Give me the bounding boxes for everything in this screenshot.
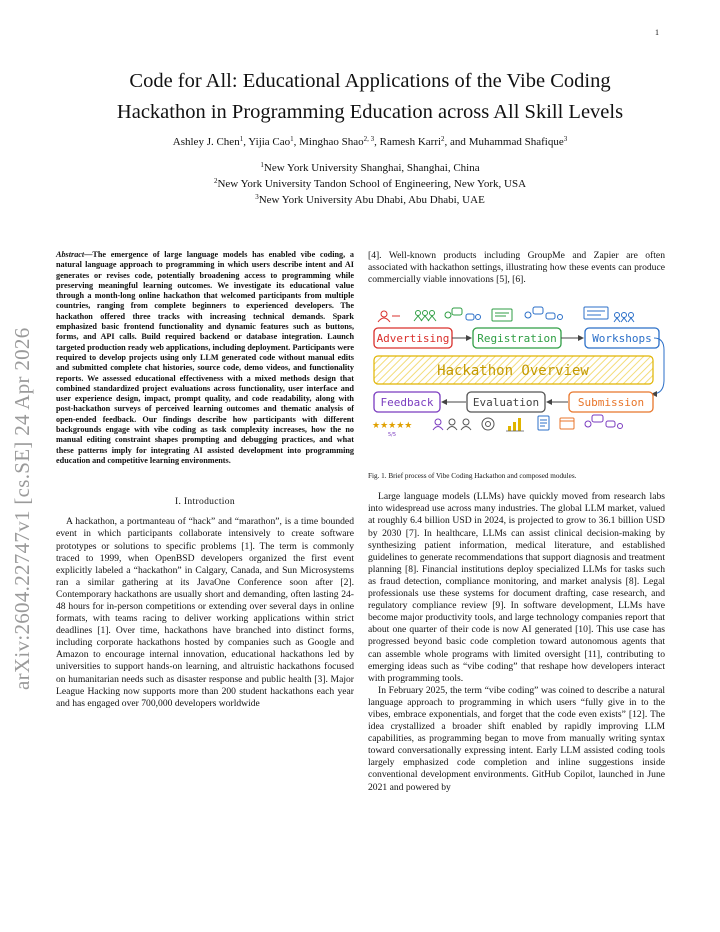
- evaluation-box: [467, 392, 545, 412]
- overview-label: Hackathon Overview: [437, 363, 589, 380]
- author-affiliation-mark: 1: [290, 135, 294, 143]
- figure-caption: Fig. 1. Brief process of Vibe Coding Hackathon and composed modules.: [368, 472, 577, 481]
- group-icon: [414, 311, 436, 322]
- feedback-box: [374, 392, 440, 412]
- section-heading-text: I. Introduction: [175, 496, 235, 508]
- submission-label: Submission: [577, 396, 645, 410]
- hackathon-overview-box: [374, 356, 653, 384]
- arxiv-identifier-stamp: arXiv:2604.22747v1 [cs.SE] 24 Apr 2026: [10, 327, 34, 690]
- workshops-box: [585, 328, 659, 348]
- abstract-text: —The emergence of large language models has enabled vibe coding, a natural language approach to programming in which users describe intent and AI generates or revises code, potentially broadening access to programming while preserving meaningful learning outcomes. We investigate its educational value through a month-long online hackathon that welcomed participants from multiple countries, ranging from complete beginners to experienced developers. The hackathon offered three tracks with increasing technical demands. Spark emphasized basic frontend functionality and dynamic features such as buttons, forms, and API calls. Build required backend or database integration. Launch targeted production ready web applications, including deployment. Participants were required to develop projects using only LLM generated code without manual edits and submitted complete chat histories, source code, demo videos, and functionality reports. We assessed educational effectiveness with a mixed methods design that combined standardized project evaluations across functionality, user interface and user experience design, impact, prompt quality, and code readability, along with post-hackathon surveys of perceived learning outcomes and thematic analysis of open-ended feedback. Our findings describe how participants with different backgrounds engage with vibe coding as task complexity increases, how the no manual editing constraint shapes prompting and debugging practices, and what these patterns imply for integrating AI assisted development into programming education and competitive learning environments.: [56, 250, 354, 465]
- affiliation-text: New York University Shanghai, Shanghai, China: [263, 162, 480, 174]
- feedback-label: Feedback: [380, 396, 434, 410]
- author-list: [60, 136, 680, 148]
- affiliation-text: New York University Tandon School of Engineering, New York, USA: [217, 178, 527, 190]
- affiliation-mark: 3: [255, 193, 259, 201]
- author-affiliation-mark: 1: [239, 135, 244, 143]
- svg-text:★★★★★: ★★★★★: [372, 421, 413, 432]
- figure-hackathon-process: [368, 306, 665, 466]
- author-separator: ,: [243, 136, 249, 148]
- author-separator: ,: [293, 136, 300, 148]
- people-icons-top: [378, 311, 400, 322]
- presentation-icon: [584, 307, 634, 322]
- rating-label: 5/5: [388, 432, 397, 439]
- page-number: 1: [655, 28, 659, 37]
- ai-brain-icon: [482, 418, 494, 430]
- evaluation-label: Evaluation: [472, 396, 540, 410]
- author-name: Yijia Cao: [248, 136, 291, 148]
- affiliation-3: [60, 194, 680, 206]
- affiliation-1: [60, 162, 680, 174]
- intro-paragraph-continued: [4]. Well-known products including GroupMe and Zapier are often associated with hackathon settings, illustrating how these events can produce commercially viable innovations [5], [6].: [368, 250, 665, 286]
- intro-paragraph: A hackathon, a portmanteau of “hack” and “marathon”, is a time bounded event in which participants collaborate intensively to create software prototypes or solutions to specific problems [1]. The term is commonly traced to 1999, when OpenBSD developers organized the first event explicitly labeled a “hackathon” in Calgary, Canada, and Sun Microsystems ran a similar gathering at its JavaOne Conference soon after [2]. Contemporary hackathons are usually short and demanding, often lasting 24-48 hours for in-person competitions or extending over several days in online formats, with teams racing to deliver working applications within strict deadlines [1]. Over time, hackathons have branched into distinct forms, including corporate hackathons hosted by companies such as Google and Amazon to encourage internal innovation, educational hackathons led by universities to support hands-on learning, and altruistic hackathons focused on humanitarian needs such as disaster response and public health [3]. Major League Hacking now supports more than 200 student hackathons each year and has engaged over 700,000 developers worldwide: [56, 516, 354, 709]
- chat-user-icon: [445, 308, 481, 320]
- author-affiliation-mark: 2: [441, 135, 445, 143]
- submission-box: [569, 392, 653, 412]
- author-separator: ,: [374, 136, 380, 148]
- affiliation-2: [60, 178, 680, 190]
- discussion-icon: [525, 307, 563, 320]
- author-name: Muhammad Shafique: [468, 136, 564, 148]
- abstract: [56, 250, 354, 466]
- vibe-coding-paragraph: In February 2025, the term “vibe coding” was coined to describe a natural language approach to programming in which users “fully give in to the vibes, embrace exponentials, and forget that the code even exists” [12]. The idea crystallized a broader shift enabled by rapidly improving LLM capabilities, as programming began to move from manually writing syntax toward conversationally expressing intent. Early LLM assisted coding tools largely emphasized code completion and inline suggestions inside conventional development environments. GitHub Copilot, launched in June 2021 and powered by: [368, 684, 665, 793]
- abstract-label: Abstract: [56, 250, 85, 259]
- paper-title: [60, 66, 680, 128]
- author-affiliation-mark: 2, 3: [363, 135, 375, 143]
- affiliation-mark: 2: [213, 177, 218, 185]
- advertising-label: Advertising: [376, 332, 450, 346]
- folder-icon: [560, 418, 574, 429]
- author-name: Ramesh Karri: [379, 136, 442, 148]
- registration-box: [473, 328, 561, 348]
- workshops-label: Workshops: [592, 332, 652, 346]
- team-chat-icon: [585, 415, 623, 429]
- bar-chart-icon: [506, 418, 524, 431]
- registration-label: Registration: [477, 332, 557, 346]
- affiliation-mark: 1: [260, 161, 264, 169]
- document-icon: [538, 416, 549, 430]
- left-column: [56, 250, 354, 710]
- affiliation-text: New York University Abu Dhabi, Abu Dhabi, UAE: [258, 194, 485, 206]
- laptop-icon: [492, 309, 512, 321]
- advertising-box: [374, 328, 452, 348]
- title-line-2: Hackathon in Programming Education across All Skill Levels: [116, 101, 624, 123]
- section-heading-introduction: [56, 496, 354, 508]
- author-affiliation-mark: 3: [563, 135, 568, 143]
- judges-icon: [433, 419, 471, 430]
- author-separator: , and: [444, 136, 469, 148]
- author-name: Minghao Shao: [299, 136, 364, 148]
- llm-paragraph: Large language models (LLMs) have quickly moved from research labs into widespread use across many industries. The global LLM market, valued at roughly 6.4 billion USD in 2024, is projected to grow to 36.1 billion USD by 2030 [7]. In healthcare, LLMs can assist clinical decision-making by synthesizing patient information, medical literature, and established guidelines to generate recommendations that support diagnosis and treatment planning [8]. Financial institutions deploy specialized LLMs for tasks such as fraud detection, compliance monitoring, and market analysis [8]. Legal professionals use these systems for document drafting, case research, and regulatory compliance review [9]. In software development, LLMs have become major productivity tools, and large technology companies report that about one quarter of their code is now AI generated [10]. This use case has progressed beyond basic code completion toward autonomous agents that can assemble whole programs with limited oversight [11], contributing to emerging ideas such as “vibe coding” that reshape how developers interact with programming tools.: [368, 491, 665, 684]
- star-rating-icon: [372, 421, 412, 438]
- process-diagram: [368, 306, 665, 466]
- title-line-1: Code for All: Educational Applications of the Vibe Coding: [129, 70, 611, 92]
- author-name: Ashley J. Chen: [172, 136, 240, 148]
- right-column: [368, 250, 665, 794]
